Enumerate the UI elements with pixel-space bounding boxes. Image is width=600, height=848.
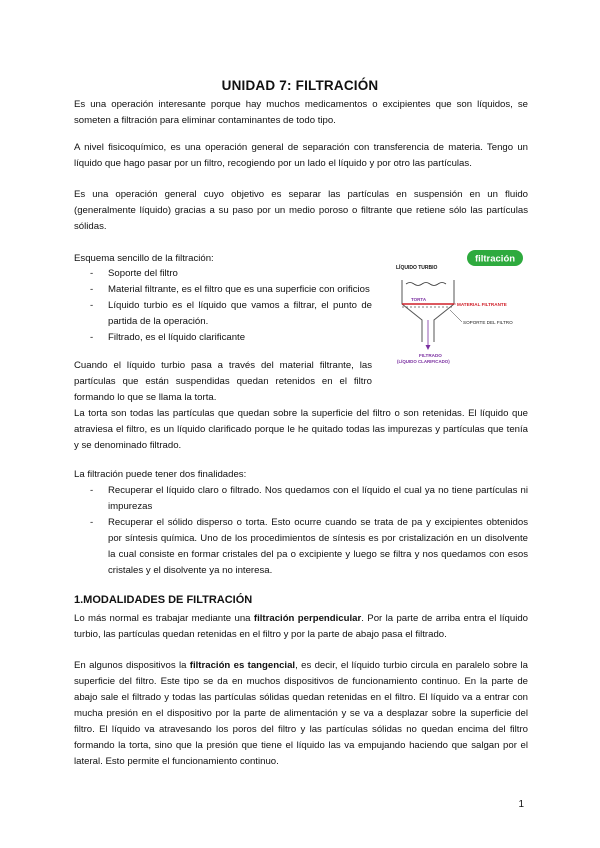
filtration-diagram (384, 250, 524, 368)
scheme-heading: Esquema sencillo de la filtración: (74, 253, 214, 264)
support-label: SOPORTE DEL FILTRO (463, 320, 513, 325)
section1-paragraph-1: Lo más normal es trabajar mediante una filtración perpendicular. Por la parte de arriba entra el líquido turbio, las partículas quedan retenidas en el filtro y por la parte de abajo pasa el filtrado. (74, 613, 529, 640)
arrow-head-icon (426, 345, 431, 350)
intro-paragraph-3: Es una operación general cuyo objetivo es separar las partículas en suspensión en un fluido (generalmente líquido) gracias a su paso por un medio poroso o filtrante que retiene sólo las partículas sólidas. (74, 189, 528, 232)
list-item: - Material filtrante, es el filtro que es una superficie con orificios (74, 282, 372, 298)
torta-paragraph: La torta son todas las partículas que quedan sobre la superficie del filtro o son retenidas. El líquido que atraviesa el filtro, es un líquido clarificado porque le he quitado todas las impurezas y partículas que tenía y se denominado filtrado. (74, 408, 528, 451)
bold-term: filtración es tangencial (189, 660, 296, 671)
liquid-wave (406, 283, 446, 286)
section-heading: 1.MODALIDADES DE FILTRACIÓN (74, 594, 253, 606)
scheme-after-paragraph: Cuando el líquido turbio pasa a través del material filtrante, las partículas que están suspendidas quedan retenidos en el filtro formando lo que se llama la torta. (74, 360, 372, 403)
liquid-label: LÍQUIDO TURBIO (396, 265, 438, 271)
purposes-list (74, 483, 528, 579)
material-label: MATERIAL FILTRANTE (457, 302, 507, 307)
list-item: - Líquido turbio es el líquido que vamos a filtrar, el punto de partida de la operación. (74, 298, 372, 330)
list-item: - Soporte del filtro (74, 266, 372, 282)
purposes-heading: La filtración puede tener dos finalidades: (74, 469, 247, 480)
diagram-badge-text: filtración (474, 253, 516, 265)
filtrate-sublabel: (LÍQUIDO CLARIFICADO) (397, 359, 450, 364)
list-item: - Recuperar el líquido claro o filtrado. Nos quedamos con el líquido el cual ya no tiene partículas ni impurezas (74, 483, 528, 515)
support-leader (450, 310, 462, 322)
filtrate-label: FILTRADO (419, 353, 442, 358)
intro-paragraph-2: A nivel fisicoquímico, es una operación general de separación con transferencia de materia. Tengo un líquido que hago pasar por un filtro, recogiendo por un lado el líquido y por otro las partículas. (74, 142, 528, 169)
scheme-list (74, 266, 372, 346)
page-number: 1 (518, 799, 524, 810)
bold-term: filtración perpendicular (253, 613, 362, 624)
section1-paragraph-2: En algunos dispositivos la filtración es tangencial, es decir, el líquido turbio circula en paralelo sobre la superficie del filtro. Este tipo se da en muchos dispositivos de funcionamiento continuo. En la parte de abajo sale el filtrado y todas las partículas sólidas quedan retenidas en el filtro. El líquido va a entrar con mucha presión en el dispositivo por la parte de alimentación y se va a desplazar sobre la superficie del filtro. El líquido va atravesando los poros del filtro y las partículas sólidas no quedan encima del filtro formando la torta, sino que la presión que tiene el líquido las va empujando haciendo que salgan por el lateral. Esto permite el funcionamiento continuo. (74, 660, 528, 767)
list-item: - Filtrado, es el líquido clarificante (74, 330, 372, 346)
list-item: - Recuperar el sólido disperso o torta. Esto ocurre cuando se trata de pa y excipientes obtenidos por síntesis química. Uno de los procedimientos de síntesis es por cristalización en un disolvente la cual consiste en formar cristales del pa o excipiente y luego se filtra y nos quedamos con esos cristales y el disolvente ya no interesa. (74, 515, 528, 579)
page-title: UNIDAD 7: FILTRACIÓN (221, 78, 379, 93)
cake-label: TORTA (411, 297, 427, 302)
intro-paragraph-1: Es una operación interesante porque hay muchos medicamentos o excipientes que son líquidos, se someten a filtración para eliminar contaminantes de todo tipo. (74, 99, 528, 126)
